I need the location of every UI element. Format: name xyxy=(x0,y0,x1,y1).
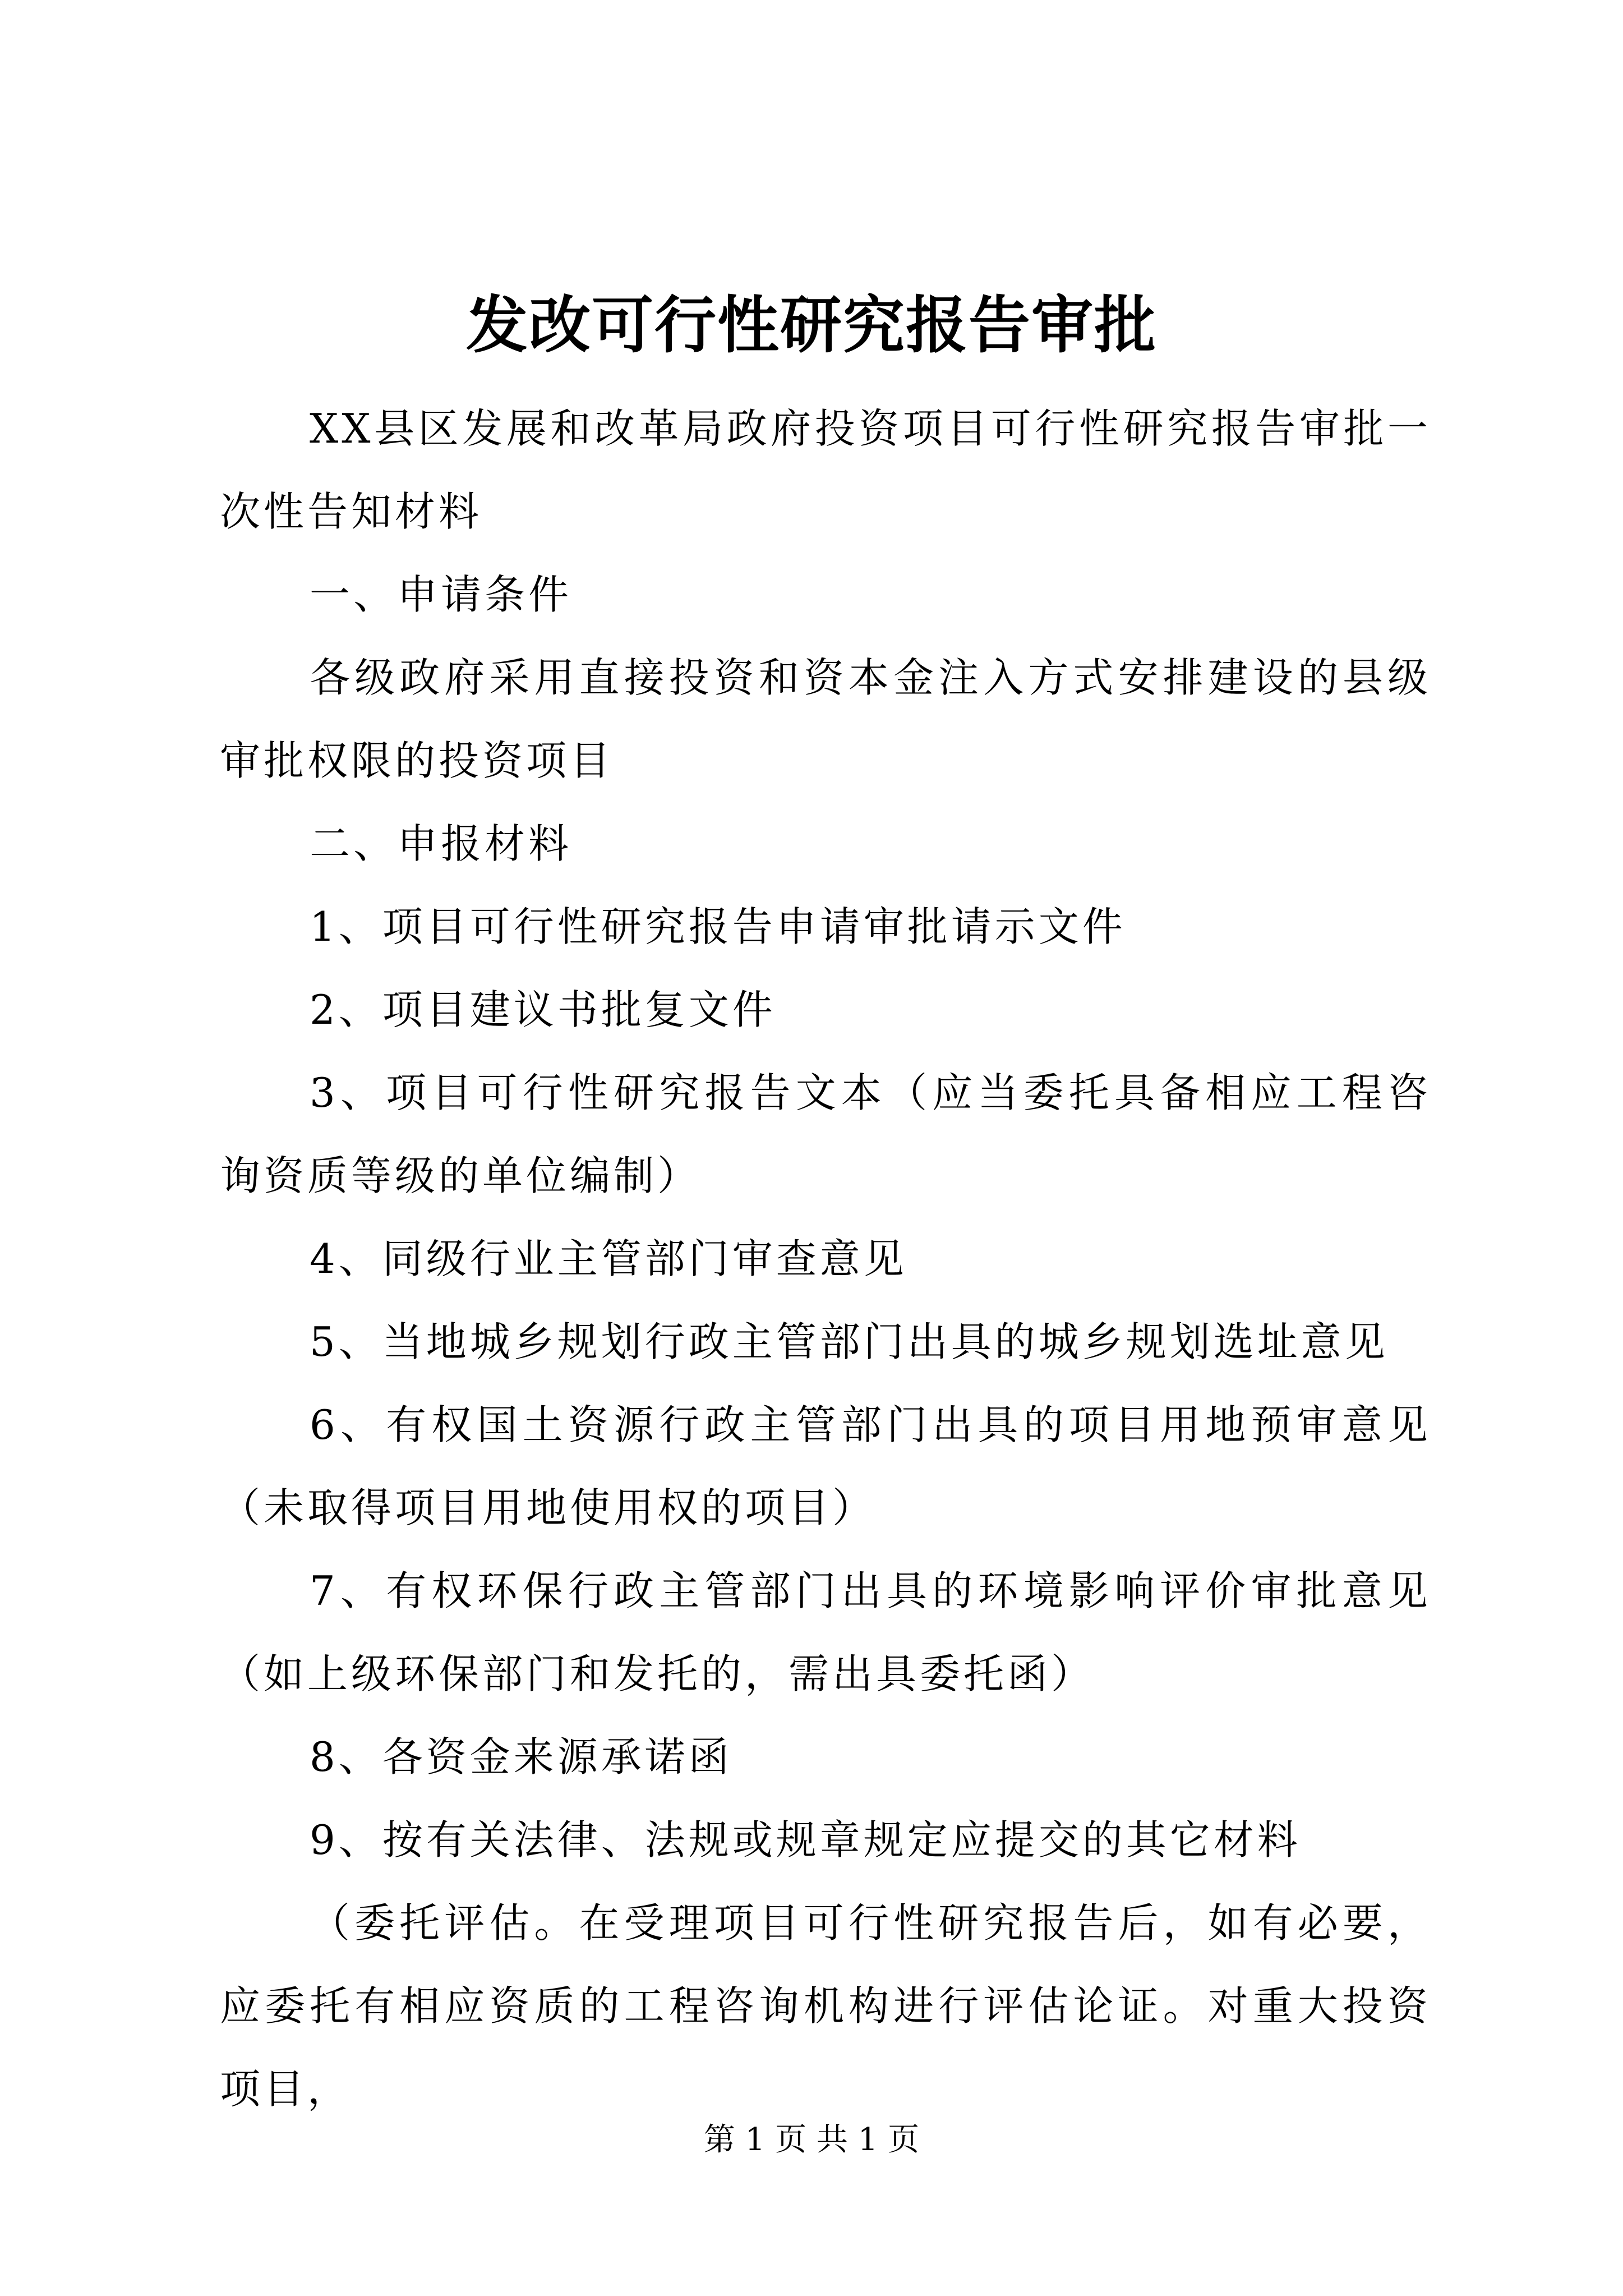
material-item-8: 8、各资金来源承诺函 xyxy=(310,1733,732,1780)
material-item-2: 2、项目建议书批复文件 xyxy=(310,986,776,1033)
material-item-1: 1、项目可行性研究报告申请审批请示文件 xyxy=(310,903,1126,950)
material-item-6: 6、有权国土资源行政主管部门出具的项目用地预审意见（未取得项目用地使用权的项目） xyxy=(220,1401,1431,1531)
material-item-7: 7、有权环保行政主管部门出具的环境影响评价审批意见（如上级环保部门和发托的，需出具委托函） xyxy=(220,1567,1431,1697)
material-item-9: 9、按有关法律、法规或规章规定应提交的其它材料 xyxy=(310,1816,1301,1864)
material-item-4: 4、同级行业主管部门审查意见 xyxy=(310,1235,907,1282)
section-heading-conditions: 一、申请条件 xyxy=(310,571,573,618)
conditions-paragraph: 各级政府采用直接投资和资本金注入方式安排建设的县级审批权限的投资项目 xyxy=(220,654,1431,784)
document-title: 发改可行性研究报告审批 xyxy=(466,289,1157,361)
section-heading-materials: 二、申报材料 xyxy=(310,820,573,867)
document-body xyxy=(220,387,1431,2131)
intro-paragraph: XX县区发展和改革局政府投资项目可行性研究报告审批一次性告知材料 xyxy=(220,405,1431,535)
evaluation-paragraph: （委托评估。在受理项目可行性研究报告后，如有必要，应委托有相应资质的工程咨询机构进行评估论证。对重大投资项目， xyxy=(220,1899,1431,2113)
material-item-5: 5、当地城乡规划行政主管部门出具的城乡规划选址意见 xyxy=(310,1318,1389,1365)
material-item-3: 3、项目可行性研究报告文本（应当委托具备相应工程咨询资质等级的单位编制） xyxy=(220,1069,1431,1199)
page-footer: 第 1 页 共 1 页 xyxy=(703,2122,920,2158)
